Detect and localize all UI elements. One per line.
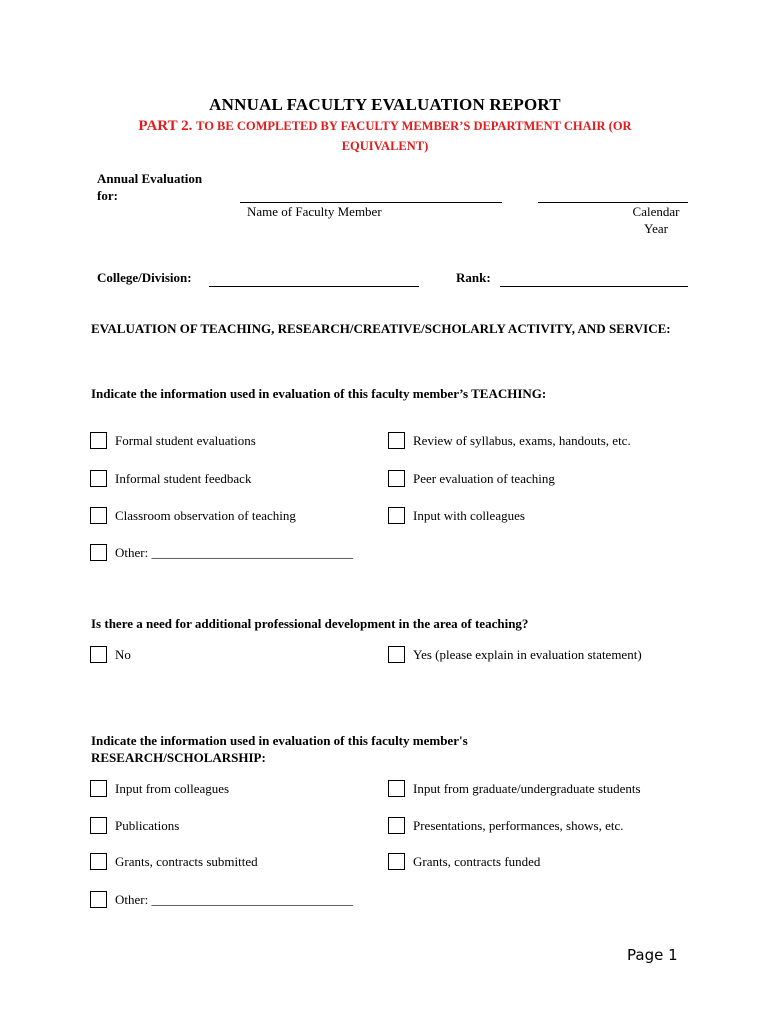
- teaching-other-option[interactable]: [90, 544, 353, 561]
- teaching-option[interactable]: [388, 470, 555, 487]
- option-label: Yes (please explain in evaluation statement): [413, 646, 642, 662]
- research-option[interactable]: [90, 817, 179, 834]
- section-heading: EVALUATION OF TEACHING, RESEARCH/CREATIVE/SCHOLARLY ACTIVITY, AND SERVICE:: [91, 321, 671, 336]
- college-line[interactable]: [209, 286, 419, 287]
- annual-evaluation-label: Annual Evaluation for:: [97, 171, 203, 203]
- teaching-option[interactable]: [388, 507, 525, 524]
- option-label: Input with colleagues: [413, 507, 525, 523]
- checkbox[interactable]: [388, 432, 405, 449]
- other-label: Other: _______________________________: [115, 891, 353, 907]
- rank-line[interactable]: [500, 286, 688, 287]
- checkbox[interactable]: [388, 817, 405, 834]
- research-question-line-1: Indicate the information used in evaluation of this faculty member's: [91, 733, 468, 748]
- research-option[interactable]: [388, 817, 623, 834]
- option-label: Grants, contracts submitted: [115, 853, 258, 869]
- part-text-line-2: EQUIVALENT): [341, 139, 429, 153]
- rank-label: Rank:: [456, 270, 491, 285]
- option-label: Input from colleagues: [115, 780, 230, 796]
- option-label: Peer evaluation of teaching: [413, 470, 555, 486]
- checkbox[interactable]: [90, 780, 107, 797]
- option-label: Publications: [115, 817, 180, 833]
- faculty-name-caption: Name of Faculty Member: [247, 204, 382, 219]
- page-number: Page 1: [627, 946, 678, 964]
- research-option[interactable]: [90, 853, 258, 870]
- checkbox[interactable]: [388, 853, 405, 870]
- calendar-year-caption: Calendar Year: [632, 204, 680, 236]
- report-title: ANNUAL FACULTY EVALUATION REPORT: [209, 95, 561, 114]
- checkbox[interactable]: [90, 646, 107, 663]
- option-label: Input from graduate/undergraduate students: [413, 780, 641, 796]
- checkbox[interactable]: [90, 891, 107, 908]
- research-option[interactable]: [388, 780, 641, 797]
- other-label: Other: _______________________________: [115, 544, 353, 560]
- checkbox[interactable]: [388, 470, 405, 487]
- option-label: No: [115, 646, 131, 662]
- checkbox[interactable]: [388, 646, 405, 663]
- checkbox[interactable]: [90, 507, 107, 524]
- checkbox[interactable]: [90, 432, 107, 449]
- option-label: Informal student feedback: [115, 470, 252, 486]
- option-label: Grants, contracts funded: [413, 853, 541, 869]
- checkbox[interactable]: [90, 470, 107, 487]
- research-option[interactable]: [90, 780, 229, 797]
- college-label: College/Division:: [97, 270, 192, 285]
- checkbox[interactable]: [90, 853, 107, 870]
- option-label: Formal student evaluations: [115, 432, 256, 448]
- part-text-line-1: TO BE COMPLETED BY FACULTY MEMBER’S DEPARTMENT CHAIR (OR: [196, 119, 632, 133]
- option-label: Review of syllabus, exams, handouts, etc.: [413, 432, 631, 448]
- teaching-option[interactable]: [90, 507, 296, 524]
- checkbox[interactable]: [388, 507, 405, 524]
- research-option[interactable]: [388, 853, 540, 870]
- development-yes-option[interactable]: [388, 646, 642, 663]
- research-question-line-2: RESEARCH/SCHOLARSHIP:: [91, 750, 266, 765]
- option-label: Classroom observation of teaching: [115, 507, 296, 523]
- part-heading: [100, 116, 670, 156]
- teaching-option[interactable]: [388, 432, 631, 449]
- teaching-question: Indicate the information used in evaluation of this faculty member’s TEACHING:: [91, 386, 547, 401]
- research-other-option[interactable]: [90, 891, 353, 908]
- checkbox[interactable]: [388, 780, 405, 797]
- checkbox[interactable]: [90, 544, 107, 561]
- part-prefix: PART 2.: [138, 118, 193, 134]
- teaching-option[interactable]: [90, 470, 251, 487]
- development-question: Is there a need for additional professional development in the area of teaching?: [91, 616, 529, 631]
- development-no-option[interactable]: [90, 646, 131, 663]
- checkbox[interactable]: [90, 817, 107, 834]
- option-label: Presentations, performances, shows, etc.: [413, 817, 624, 833]
- teaching-option[interactable]: [90, 432, 256, 449]
- research-question: [91, 732, 468, 766]
